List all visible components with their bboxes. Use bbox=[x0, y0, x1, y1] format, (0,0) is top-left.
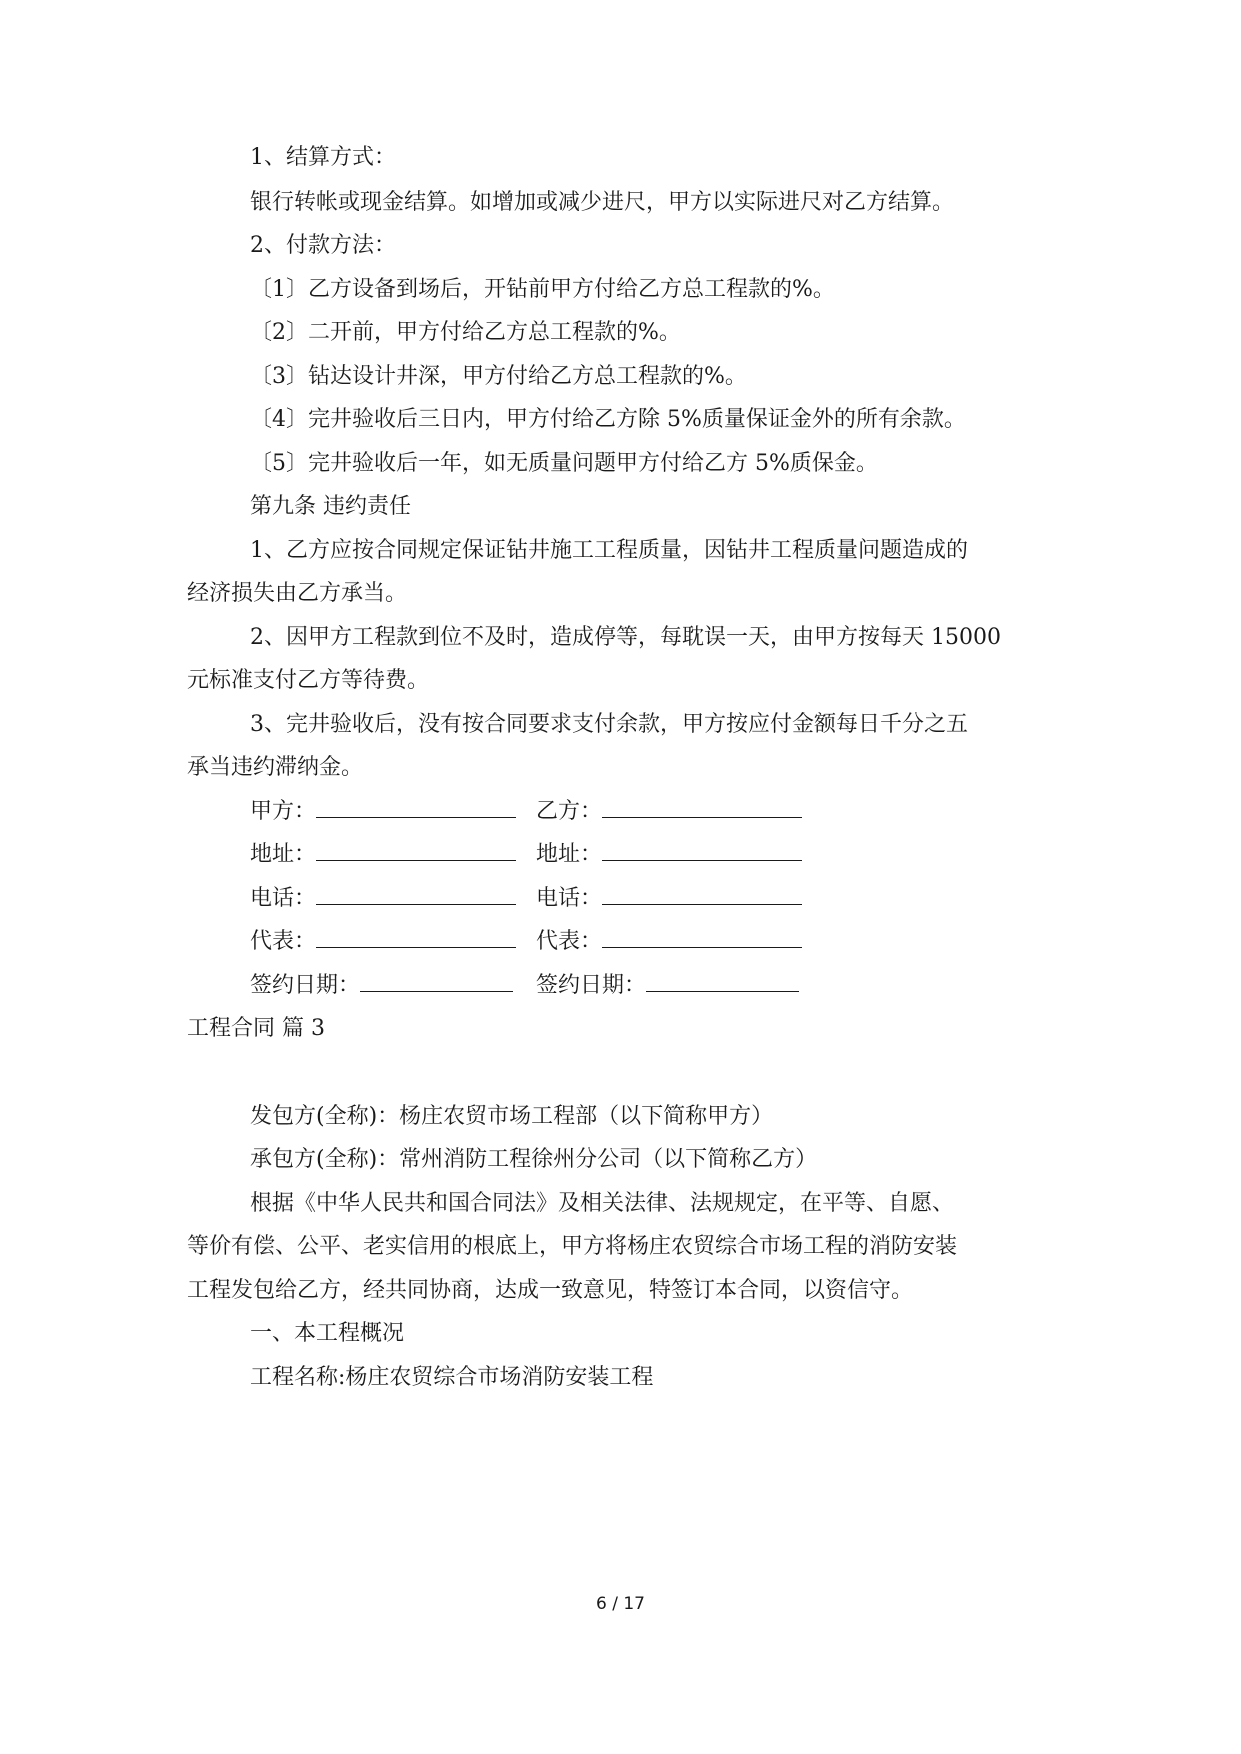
settlement-heading: 1、结算方式： bbox=[250, 145, 396, 170]
signature-row-date bbox=[250, 971, 647, 1001]
liability-item-2-line2: 元标准支付乙方等待费。 bbox=[187, 668, 430, 693]
intro-line-2: 等价有偿、公平、老实信用的根底上，甲方将杨庄农贸综合市场工程的消防安装 bbox=[187, 1234, 958, 1259]
intro-line-3: 工程发包给乙方，经共同协商，达成一致意见，特签订本合同，以资信守。 bbox=[187, 1278, 914, 1303]
party-b-representative-label: 代表： bbox=[536, 929, 603, 954]
party-a-date-label: 签约日期： bbox=[250, 973, 361, 998]
payment-item: 〔1〕乙方设备到场后，开钻前甲方付给乙方总工程款的%。 bbox=[250, 277, 835, 302]
payment-item: 〔2〕二开前，甲方付给乙方总工程款的%。 bbox=[250, 320, 681, 345]
party-b-representative-blank bbox=[602, 927, 802, 948]
party-a-representative-label: 代表： bbox=[250, 929, 317, 954]
employer-line: 发包方(全称)：杨庄农贸市场工程部（以下简称甲方） bbox=[250, 1104, 774, 1129]
party-b-phone-label: 电话： bbox=[536, 886, 603, 911]
party-a-label: 甲方： bbox=[250, 799, 317, 824]
contractor-line: 承包方(全称)：常州消防工程徐州分公司（以下简称乙方） bbox=[250, 1147, 818, 1172]
signature-row-party bbox=[250, 797, 603, 827]
intro-line-1: 根据《中华人民共和国合同法》及相关法律、法规规定，在平等、自愿、 bbox=[250, 1191, 955, 1216]
payment-item: 〔4〕完井验收后三日内，甲方付给乙方除 5%质量保证金外的所有余款。 bbox=[250, 407, 966, 432]
article9-title: 第九条 违约责任 bbox=[250, 494, 411, 519]
liability-item-2-line1: 2、因甲方工程款到位不及时，造成停等，每耽误一天，由甲方按每天 15000 bbox=[250, 625, 1001, 650]
party-b-address-blank bbox=[602, 840, 802, 861]
payment-item: 〔5〕完井验收后一年，如无质量问题甲方付给乙方 5%质保金。 bbox=[250, 451, 878, 476]
liability-item-1-line2: 经济损失由乙方承当。 bbox=[187, 581, 408, 606]
party-a-phone-label: 电话： bbox=[250, 886, 317, 911]
party-a-representative-blank bbox=[316, 927, 516, 948]
party-b-label: 乙方： bbox=[536, 799, 603, 824]
party-b-date-blank bbox=[646, 971, 799, 992]
party-b-date-label: 签约日期： bbox=[536, 973, 647, 998]
liability-item-1-line1: 1、乙方应按合同规定保证钻井施工工程质量，因钻井工程质量问题造成的 bbox=[250, 538, 968, 563]
party-a-date-blank bbox=[360, 971, 513, 992]
party-a-phone-blank bbox=[316, 884, 516, 905]
party-a-address-blank bbox=[316, 840, 516, 861]
overview-heading: 一、本工程概况 bbox=[250, 1321, 405, 1346]
project-name: 工程名称:杨庄农贸综合市场消防安装工程 bbox=[250, 1365, 654, 1390]
party-b-phone-blank bbox=[602, 884, 802, 905]
signature-row-address bbox=[250, 840, 603, 870]
party-b-blank bbox=[602, 797, 802, 818]
signature-row-phone bbox=[250, 884, 603, 914]
payment-heading: 2、付款方法： bbox=[250, 233, 396, 258]
party-a-blank bbox=[316, 797, 516, 818]
liability-item-3-line1: 3、完井验收后，没有按合同要求支付余款，甲方按应付金额每日千分之五 bbox=[250, 712, 968, 737]
section-title: 工程合同 篇 3 bbox=[187, 1016, 325, 1041]
liability-item-3-line2: 承当违约滞纳金。 bbox=[187, 755, 364, 780]
page-number: 6 / 17 bbox=[596, 1594, 645, 1614]
party-b-address-label: 地址： bbox=[536, 842, 603, 867]
payment-item: 〔3〕钻达设计井深，甲方付给乙方总工程款的%。 bbox=[250, 364, 747, 389]
party-a-address-label: 地址： bbox=[250, 842, 317, 867]
settlement-text: 银行转帐或现金结算。如增加或减少进尺，甲方以实际进尺对乙方结算。 bbox=[250, 190, 955, 215]
signature-row-representative bbox=[250, 927, 603, 957]
